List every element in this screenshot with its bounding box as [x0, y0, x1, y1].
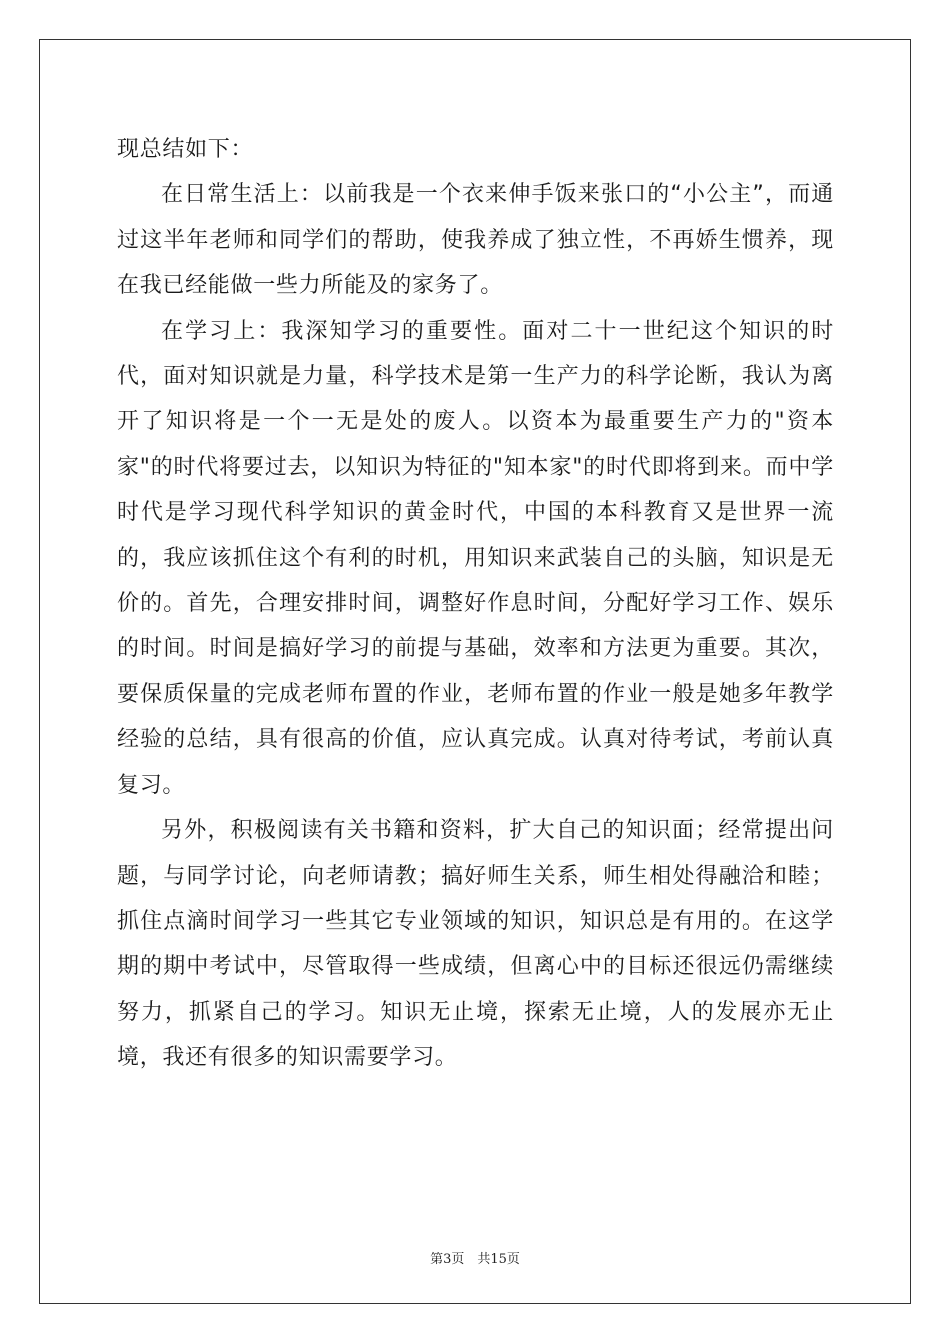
document-body [117, 127, 834, 1081]
paragraph-study: 在学习上：我深知学习的重要性。面对二十一世纪这个知识的时代，面对知识就是力量，科学技术是第一生产力的科学论断，我认为离开了知识将是一个一无是处的废人。以资本为最重要生产力的"资本家"的时代将要过去，以知识为特征的"知本家"的时代即将到来。而中学时代是学习现代科学知识的黄金时代，中国的本科教育又是世界一流的，我应该抓住这个有利的时机，用知识来武装自己的头脑，知识是无价的。首先，合理安排时间，调整好作息时间，分配好学习工作、娱乐的时间。时间是搞好学习的前提与基础，效率和方法更为重要。其次，要保质保量的完成老师布置的作业，老师布置的作业一般是她多年教学经验的总结，具有很高的价值，应认真完成。认真对待考试，考前认真复习。 [117, 318, 834, 798]
paragraph-additional: 另外，积极阅读有关书籍和资料，扩大自己的知识面；经常提出问题，与同学讨论，向老师请教；搞好师生关系，师生相处得融洽和睦；抓住点滴时间学习一些其它专业领域的知识，知识总是有用的。在这学期的期中考试中，尽管取得一些成绩，但离心中的目标还很远仍需继续努力，抓紧自己的学习。知识无止境，探索无止境，人的发展亦无止境，我还有很多的知识需要学习。 [117, 818, 834, 1071]
page-number-footer: 第3页 共15页 [430, 1252, 520, 1267]
paragraph-daily-life: 在日常生活上：以前我是一个衣来伸手饭来张口的“小公主”，而通过这半年老师和同学们的帮助，使我养成了独立性，不再娇生惯养，现在我已经能做一些力所能及的家务了。 [117, 182, 834, 299]
paragraph-intro: 现总结如下： [117, 137, 254, 162]
